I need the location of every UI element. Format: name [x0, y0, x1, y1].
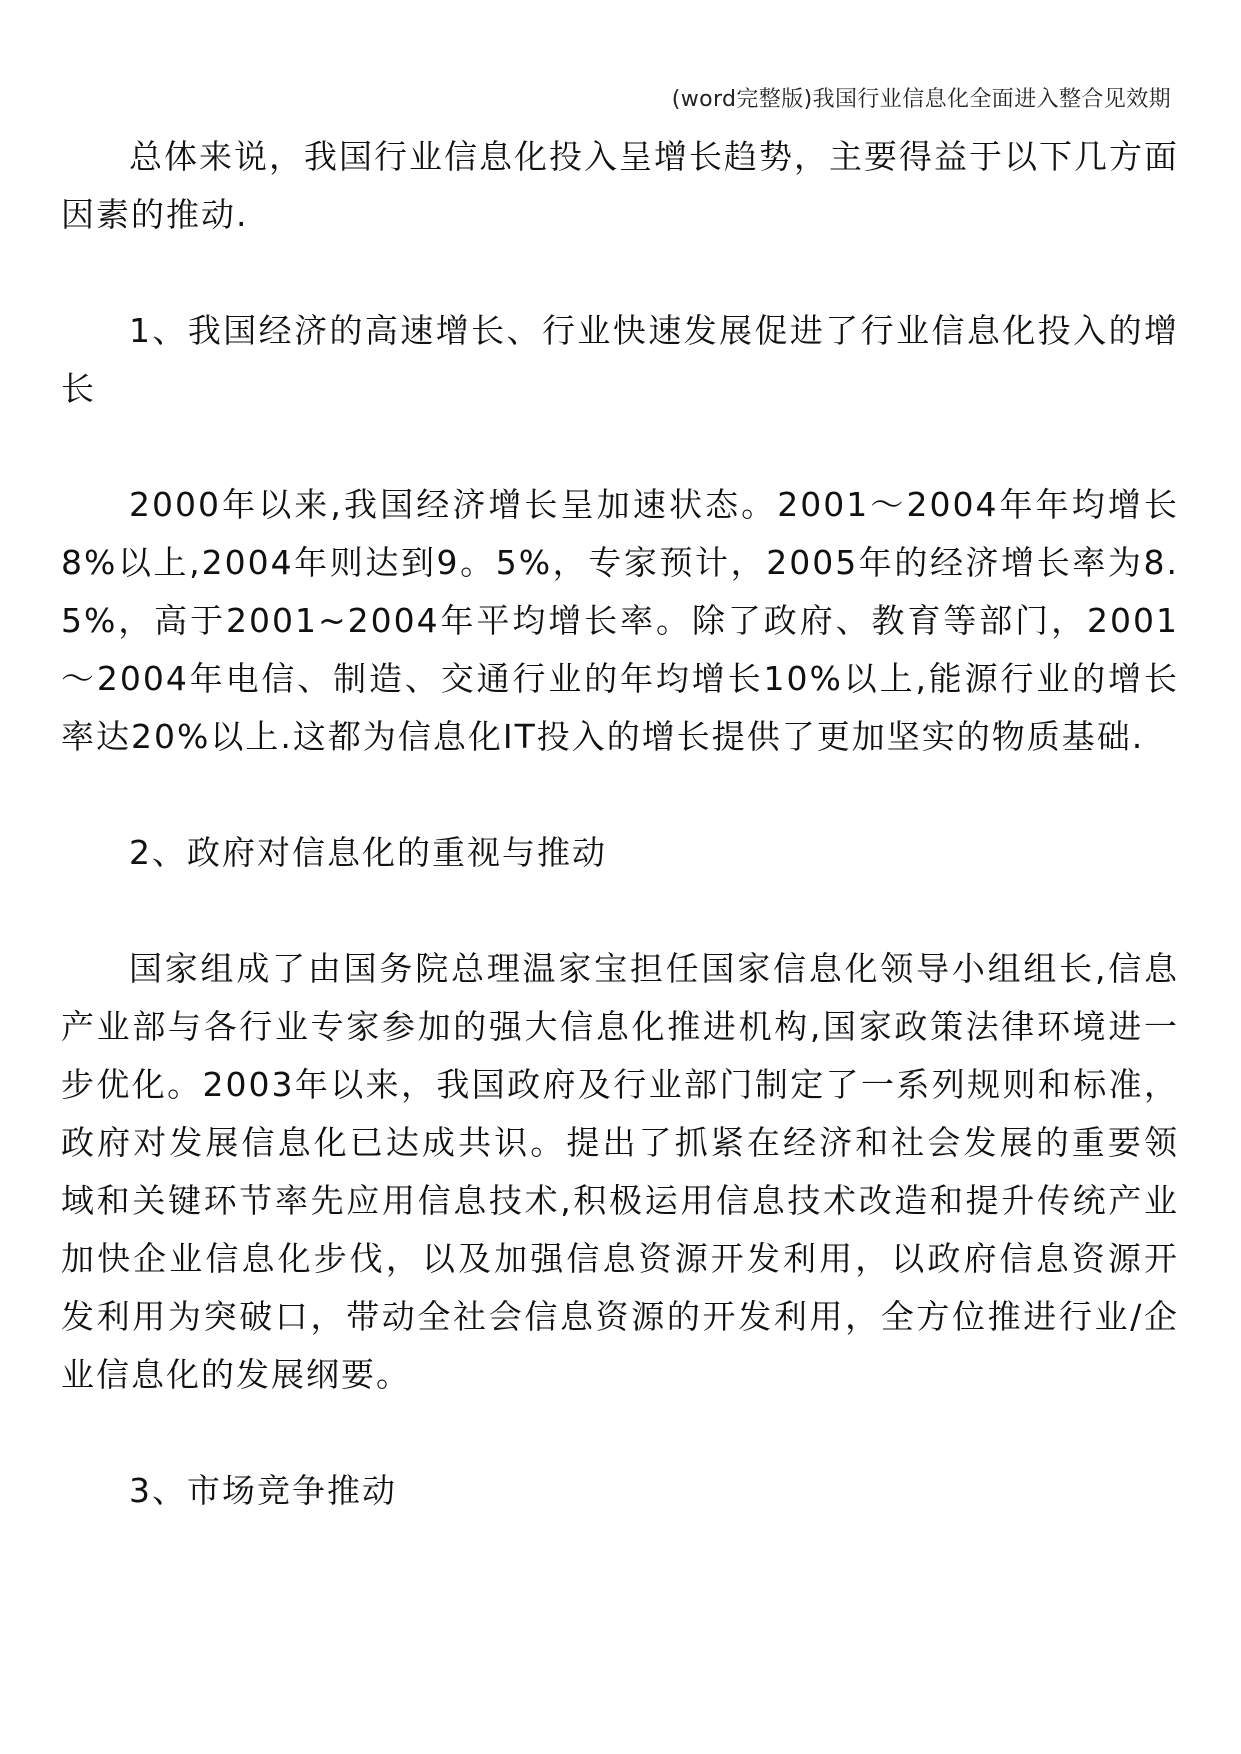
paragraph-spacer — [61, 1404, 1179, 1462]
paragraph-spacer — [61, 766, 1179, 824]
running-header: (word完整版)我国行业信息化全面进入整合见效期 — [671, 87, 1171, 112]
paragraph-spacer — [61, 882, 1179, 940]
section-2-paragraph: 国家组成了由国务院总理温家宝担任国家信息化领导小组组长,信息产业部与各行业专家参加的强大信息化推进机构,国家政策法律环境进一步优化。2003年以来，我国政府及行业部门制定了一系列规则和标准，政府对发展信息化已达成共识。提出了抓紧在经济和社会发展的重要领域和关键环节率先应用信息技术,积极运用信息技术改造和提升传统产业加快企业信息化步伐，以及加强信息资源开发利用，以政府信息资源开发利用为突破口，带动全社会信息资源的开发利用，全方位推进行业/企业信息化的发展纲要。 — [61, 949, 1179, 1394]
section-3-heading: 3、市场竞争推动 — [129, 1471, 397, 1510]
paragraph-spacer — [61, 244, 1179, 302]
document-body — [61, 128, 1179, 1520]
section-1-paragraph: 2000年以来,我国经济增长呈加速状态。2001～2004年年均增长8%以上,2004年则达到9。5%，专家预计，2005年的经济增长率为8.5%，高于2001~2004年平均增长率。除了政府、教育等部门，2001～2004年电信、制造、交通行业的年均增长10%以上,能源行业的增长率达20%以上.这都为信息化IT投入的增长提供了更加坚实的物质基础. — [61, 485, 1179, 756]
intro-paragraph: 总体来说，我国行业信息化投入呈增长趋势，主要得益于以下几方面因素的推动. — [61, 137, 1179, 234]
paragraph-spacer — [61, 418, 1179, 476]
section-2-heading: 2、政府对信息化的重视与推动 — [129, 833, 607, 872]
section-1-heading: 1、我国经济的高速增长、行业快速发展促进了行业信息化投入的增长 — [61, 311, 1179, 408]
